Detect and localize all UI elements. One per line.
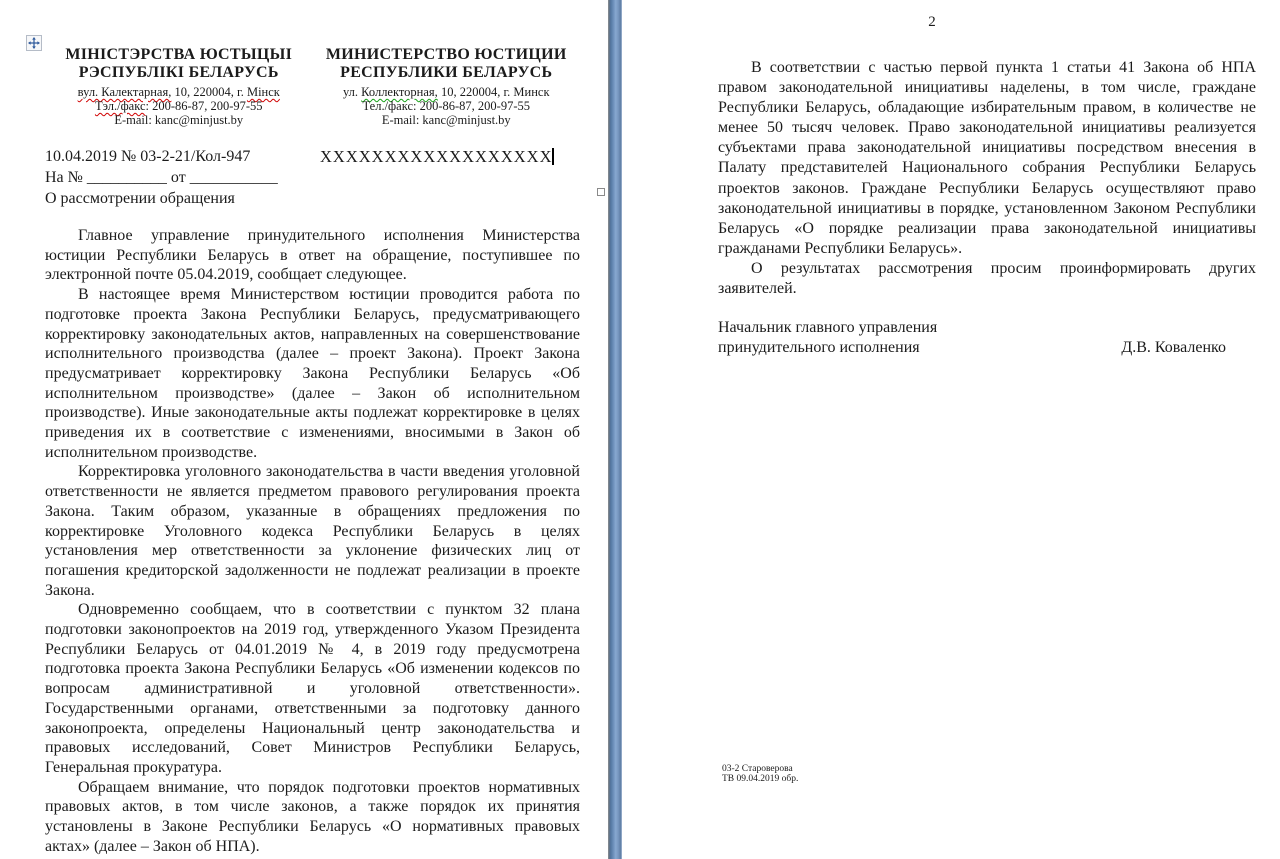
ministry-address-by (45, 85, 313, 127)
ministry-title-ru: МИНИСТЕРСТВО ЮСТИЦИИ РЕСПУБЛИКИ БЕЛАРУСЬ (325, 46, 567, 81)
executor-line2: ТВ 09.04.2019 обр. (722, 774, 799, 784)
page-number: 2 (928, 14, 936, 30)
reply-to-line: На № __________ от ___________ (45, 169, 278, 186)
addressee-placeholder[interactable]: XXXXXXXXXXXXXXXXXX (320, 147, 553, 166)
page-1 (0, 0, 608, 859)
move-anchor-icon[interactable] (26, 35, 42, 51)
paragraph: О результатах рассмотрения просим проинформировать других заявителей. (718, 259, 1256, 298)
page2-paragraphs (718, 58, 1256, 299)
paragraph: В соответствии с частью первой пункта 1 статьи 41 Закона об НПА правом законодательной инициативы наделены, в том числе, граждане Республики Беларусь, обладающие избирательным правом, в количестве не менее 50 тысяч человек. Право законодательной инициативы реализуется субъектами права законодательной инициативы посредством внесения в Палату представителей Национального собрания Республики Беларусь проектов законов. Граждане Республики Беларусь осуществляют право законодательной инициативы в порядке, установленном Законом Республики Беларусь «О порядке реализации права законодательной инициативы гражданами Республики Беларусь». (718, 59, 1256, 257)
page-split-bar[interactable] (608, 0, 622, 859)
ministry-address-ru (313, 85, 581, 127)
signature-block (718, 318, 1256, 358)
letterhead (45, 46, 580, 127)
signer-title-line2: принудительного исполнения (718, 339, 920, 357)
letterhead-russian (313, 46, 581, 127)
phone-line-by: Тэл./факс: 200-86-87, 200-97-55 (94, 99, 263, 113)
four-way-arrow-icon (28, 37, 40, 49)
text-cursor (552, 148, 554, 165)
email-line-ru: E-mail: kanc@minjust.by (381, 113, 511, 127)
page2-body (718, 58, 1256, 358)
paragraph: Корректировка уголовного законодательства в части введения уголовной ответственности не является предметом правового регулирования проекта Закона. Таким образом, указанные в обращениях предложения по корректировке Уголовного кодекса Республики Беларусь в целях установления мер ответственности за уклонение физических лиц от погашения кредиторской задолженности не подлежат реализации в проекте Закона. (45, 463, 580, 599)
email-line-by: E-mail: kanc@minjust.by (114, 113, 244, 127)
phone-line-ru: Тел./факс: 200-86-87, 200-97-55 (362, 99, 530, 113)
paragraph: В настоящее время Министерством юстиции проводится работа по подготовке проекта Закона Республики Беларусь, предусматривающего корректировку законодательных актов, направленных на совершенствование исполнительного производства (далее – проект Закона). Проект Закона предусматривает корректировку Закона Республики Беларусь «Об исполнительном производстве» (далее – Закон об исполнительном производстве). Иные законодательные акты подлежат корректировке в целях приведения их в соответствие с изменениями, вносимыми в Закон об исполнительном производстве. (45, 286, 580, 461)
executor-line1: 03-2 Староверова (722, 764, 793, 774)
paragraph: Главное управление принудительного исполнения Министерства юстиции Республики Беларусь в ответ на обращение, поступившее по электронной почте 05.04.2019, сообщает следующее. (45, 227, 580, 284)
address-line-by: вул. Калектарная, 10, 220004, г. Мінск (77, 85, 280, 99)
object-handle-icon[interactable] (597, 188, 605, 196)
signer-name: Д.В. Коваленко (1121, 339, 1226, 357)
paragraph: Одновременно сообщаем, что в соответствии с пунктом 32 плана подготовки законопроектов на 2019 год, утвержденного Указом Президента Республики Беларусь от 04.01.2019 № 4, в 2019 году предусмотрена подготовка проекта Закона Республики Беларусь «Об изменении кодексов по вопросам административной и уголовной ответственности». Государственными органами, ответственными за подготовку данного законопроекта, определены Национальный центр законодательства и правовых исследований, Совет Министров Республики Беларусь, Генеральная прокуратура. (45, 601, 580, 776)
paragraph: Обращаем внимание, что порядок подготовки проектов нормативных правовых актов, в том числе законов, а также порядок их принятия установлены в Законе Республики Беларусь «О нормативных правовых актах» (далее – Закон об НПА). (45, 778, 580, 855)
executor-mark (722, 764, 798, 784)
ministry-title-by: МІНІСТЭРСТВА ЮСТЫЦЫІ РЭСПУБЛІКІ БЕЛАРУСЬ (65, 46, 293, 81)
address-line-ru: ул. Коллекторная, 10, 220004, г. Минск (342, 85, 550, 99)
reference-block (45, 146, 278, 209)
signer-title-line1: Начальник главного управления (718, 319, 938, 337)
subject-line: О рассмотрении обращения (45, 190, 235, 207)
outgoing-number: 10.04.2019 № 03-2-21/Кол-947 (45, 148, 251, 165)
page-2 (622, 0, 1280, 859)
page1-body (45, 226, 580, 857)
letterhead-belarusian (45, 46, 313, 127)
